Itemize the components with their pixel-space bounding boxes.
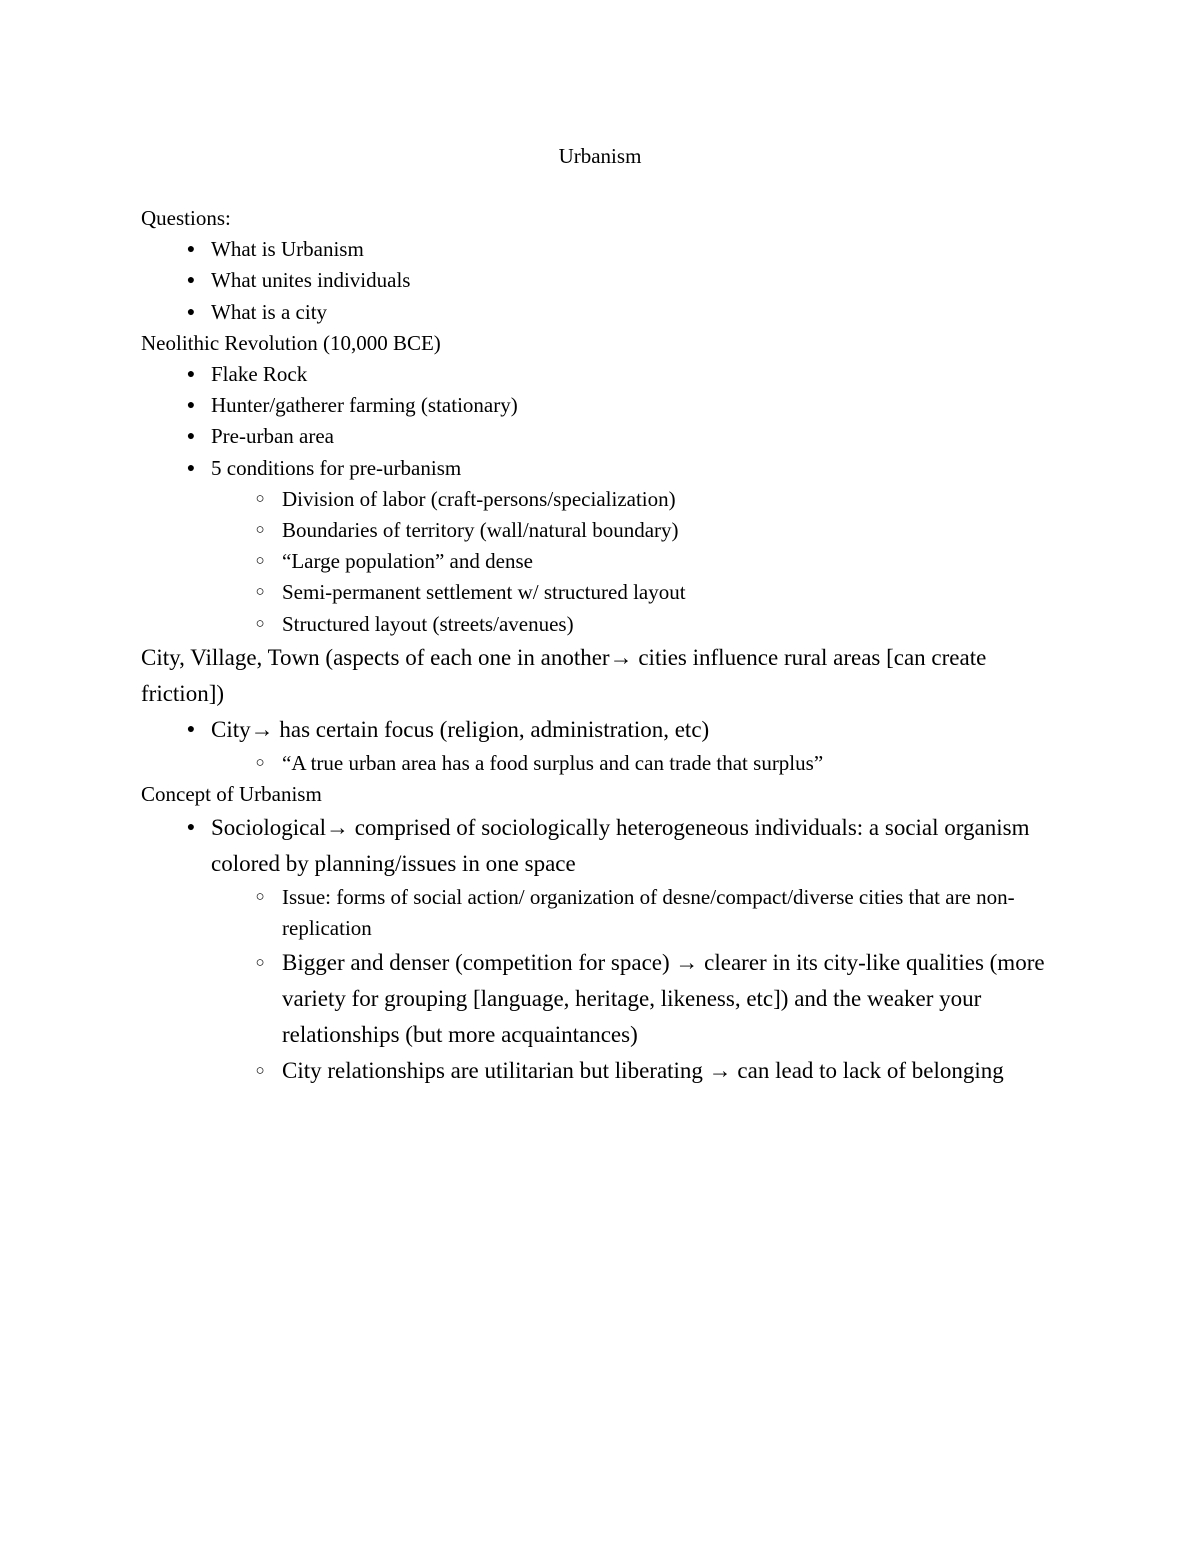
bullet-disc-icon: ● bbox=[186, 820, 196, 836]
bullet-circle-icon: ○ bbox=[255, 615, 265, 632]
sub-list-item-text: City relationships are utilitarian but liberating → can lead to lack of belonging bbox=[282, 1057, 1004, 1083]
list-item bbox=[141, 265, 1071, 296]
sub-list-item-text: Semi-permanent settlement w/ structured layout bbox=[282, 580, 686, 605]
bullet-disc-icon: ● bbox=[186, 398, 196, 414]
list-item-text: City→ has certain focus (religion, administration, etc) bbox=[211, 716, 710, 742]
sub-list-item-text: Structured layout (streets/avenues) bbox=[282, 611, 574, 636]
list-item bbox=[141, 453, 1071, 484]
bullet-disc-icon: ● bbox=[186, 304, 196, 320]
section-heading-questions: Questions: bbox=[141, 206, 231, 230]
sub-list-item-text: Bigger and denser (competition for space) → clearer in its city-like qualities (more variety for grouping [language, heritage, likeness, etc]) and the weaker your relationships (but more acquaintances) bbox=[282, 949, 1045, 1047]
sub-list-item-text: Boundaries of territory (wall/natural boundary) bbox=[282, 518, 679, 543]
bullet-circle-icon: ○ bbox=[255, 490, 265, 507]
list-item bbox=[141, 712, 1071, 748]
sub-list-item bbox=[141, 577, 1071, 608]
list-item-text: What is Urbanism bbox=[211, 237, 364, 262]
bullet-circle-icon: ○ bbox=[255, 954, 265, 971]
section-heading-concept: Concept of Urbanism bbox=[141, 782, 322, 807]
list-item bbox=[141, 234, 1071, 265]
list-item bbox=[141, 810, 1071, 882]
list-item-text: What is a city bbox=[211, 299, 328, 324]
section-heading-neolithic: Neolithic Revolution (10,000 BCE) bbox=[141, 330, 441, 355]
document-body bbox=[141, 203, 1071, 1089]
sub-list-item bbox=[141, 1053, 1071, 1089]
bullet-circle-icon: ○ bbox=[255, 1062, 265, 1079]
bullet-circle-icon: ○ bbox=[255, 754, 265, 771]
bullet-disc-icon: ● bbox=[186, 429, 196, 445]
list-item bbox=[141, 390, 1071, 421]
sub-list-item bbox=[141, 484, 1071, 515]
list-item bbox=[141, 297, 1071, 328]
document-title: Urbanism bbox=[558, 144, 642, 168]
bullet-disc-icon: ● bbox=[186, 367, 196, 383]
sub-list-item bbox=[141, 515, 1071, 546]
bullet-disc-icon: ● bbox=[186, 721, 196, 737]
sub-list-item bbox=[141, 609, 1071, 640]
sub-list-item-text: “Large population” and dense bbox=[282, 549, 533, 574]
bullet-circle-icon: ○ bbox=[255, 584, 265, 601]
list-item-text: Sociological→ comprised of sociologically heterogeneous individuals: a social organism colored by planning/issues in one space bbox=[211, 815, 1030, 877]
section-heading-city-village-town: City, Village, Town (aspects of each one in another→ cities influence rural areas [can create friction]) bbox=[141, 644, 987, 706]
bullet-disc-icon: ● bbox=[186, 273, 196, 289]
sub-list-item-text: “A true urban area has a food surplus and can trade that surplus” bbox=[282, 750, 824, 775]
bullet-circle-icon: ○ bbox=[255, 553, 265, 570]
bullet-circle-icon: ○ bbox=[255, 889, 265, 906]
list-item-text: Flake Rock bbox=[211, 362, 308, 387]
sub-list-item-text: Division of labor (craft-persons/specialization) bbox=[282, 486, 676, 511]
sub-list-item bbox=[141, 882, 1071, 944]
sub-list-item bbox=[141, 546, 1071, 577]
sub-list-item bbox=[141, 945, 1071, 1053]
bullet-disc-icon: ● bbox=[186, 242, 196, 258]
list-item-text: Hunter/gatherer farming (stationary) bbox=[211, 393, 518, 418]
bullet-circle-icon: ○ bbox=[255, 522, 265, 539]
list-item-text: What unites individuals bbox=[211, 268, 411, 293]
list-item-text: Pre-urban area bbox=[211, 424, 335, 449]
list-item bbox=[141, 359, 1071, 390]
list-item-text: 5 conditions for pre-urbanism bbox=[211, 455, 462, 480]
sub-list-item bbox=[141, 748, 1071, 779]
sub-list-item-text: Issue: forms of social action/ organization of desne/compact/diverse cities that are non-replication bbox=[282, 885, 1015, 941]
list-item bbox=[141, 421, 1071, 452]
bullet-disc-icon: ● bbox=[186, 460, 196, 476]
